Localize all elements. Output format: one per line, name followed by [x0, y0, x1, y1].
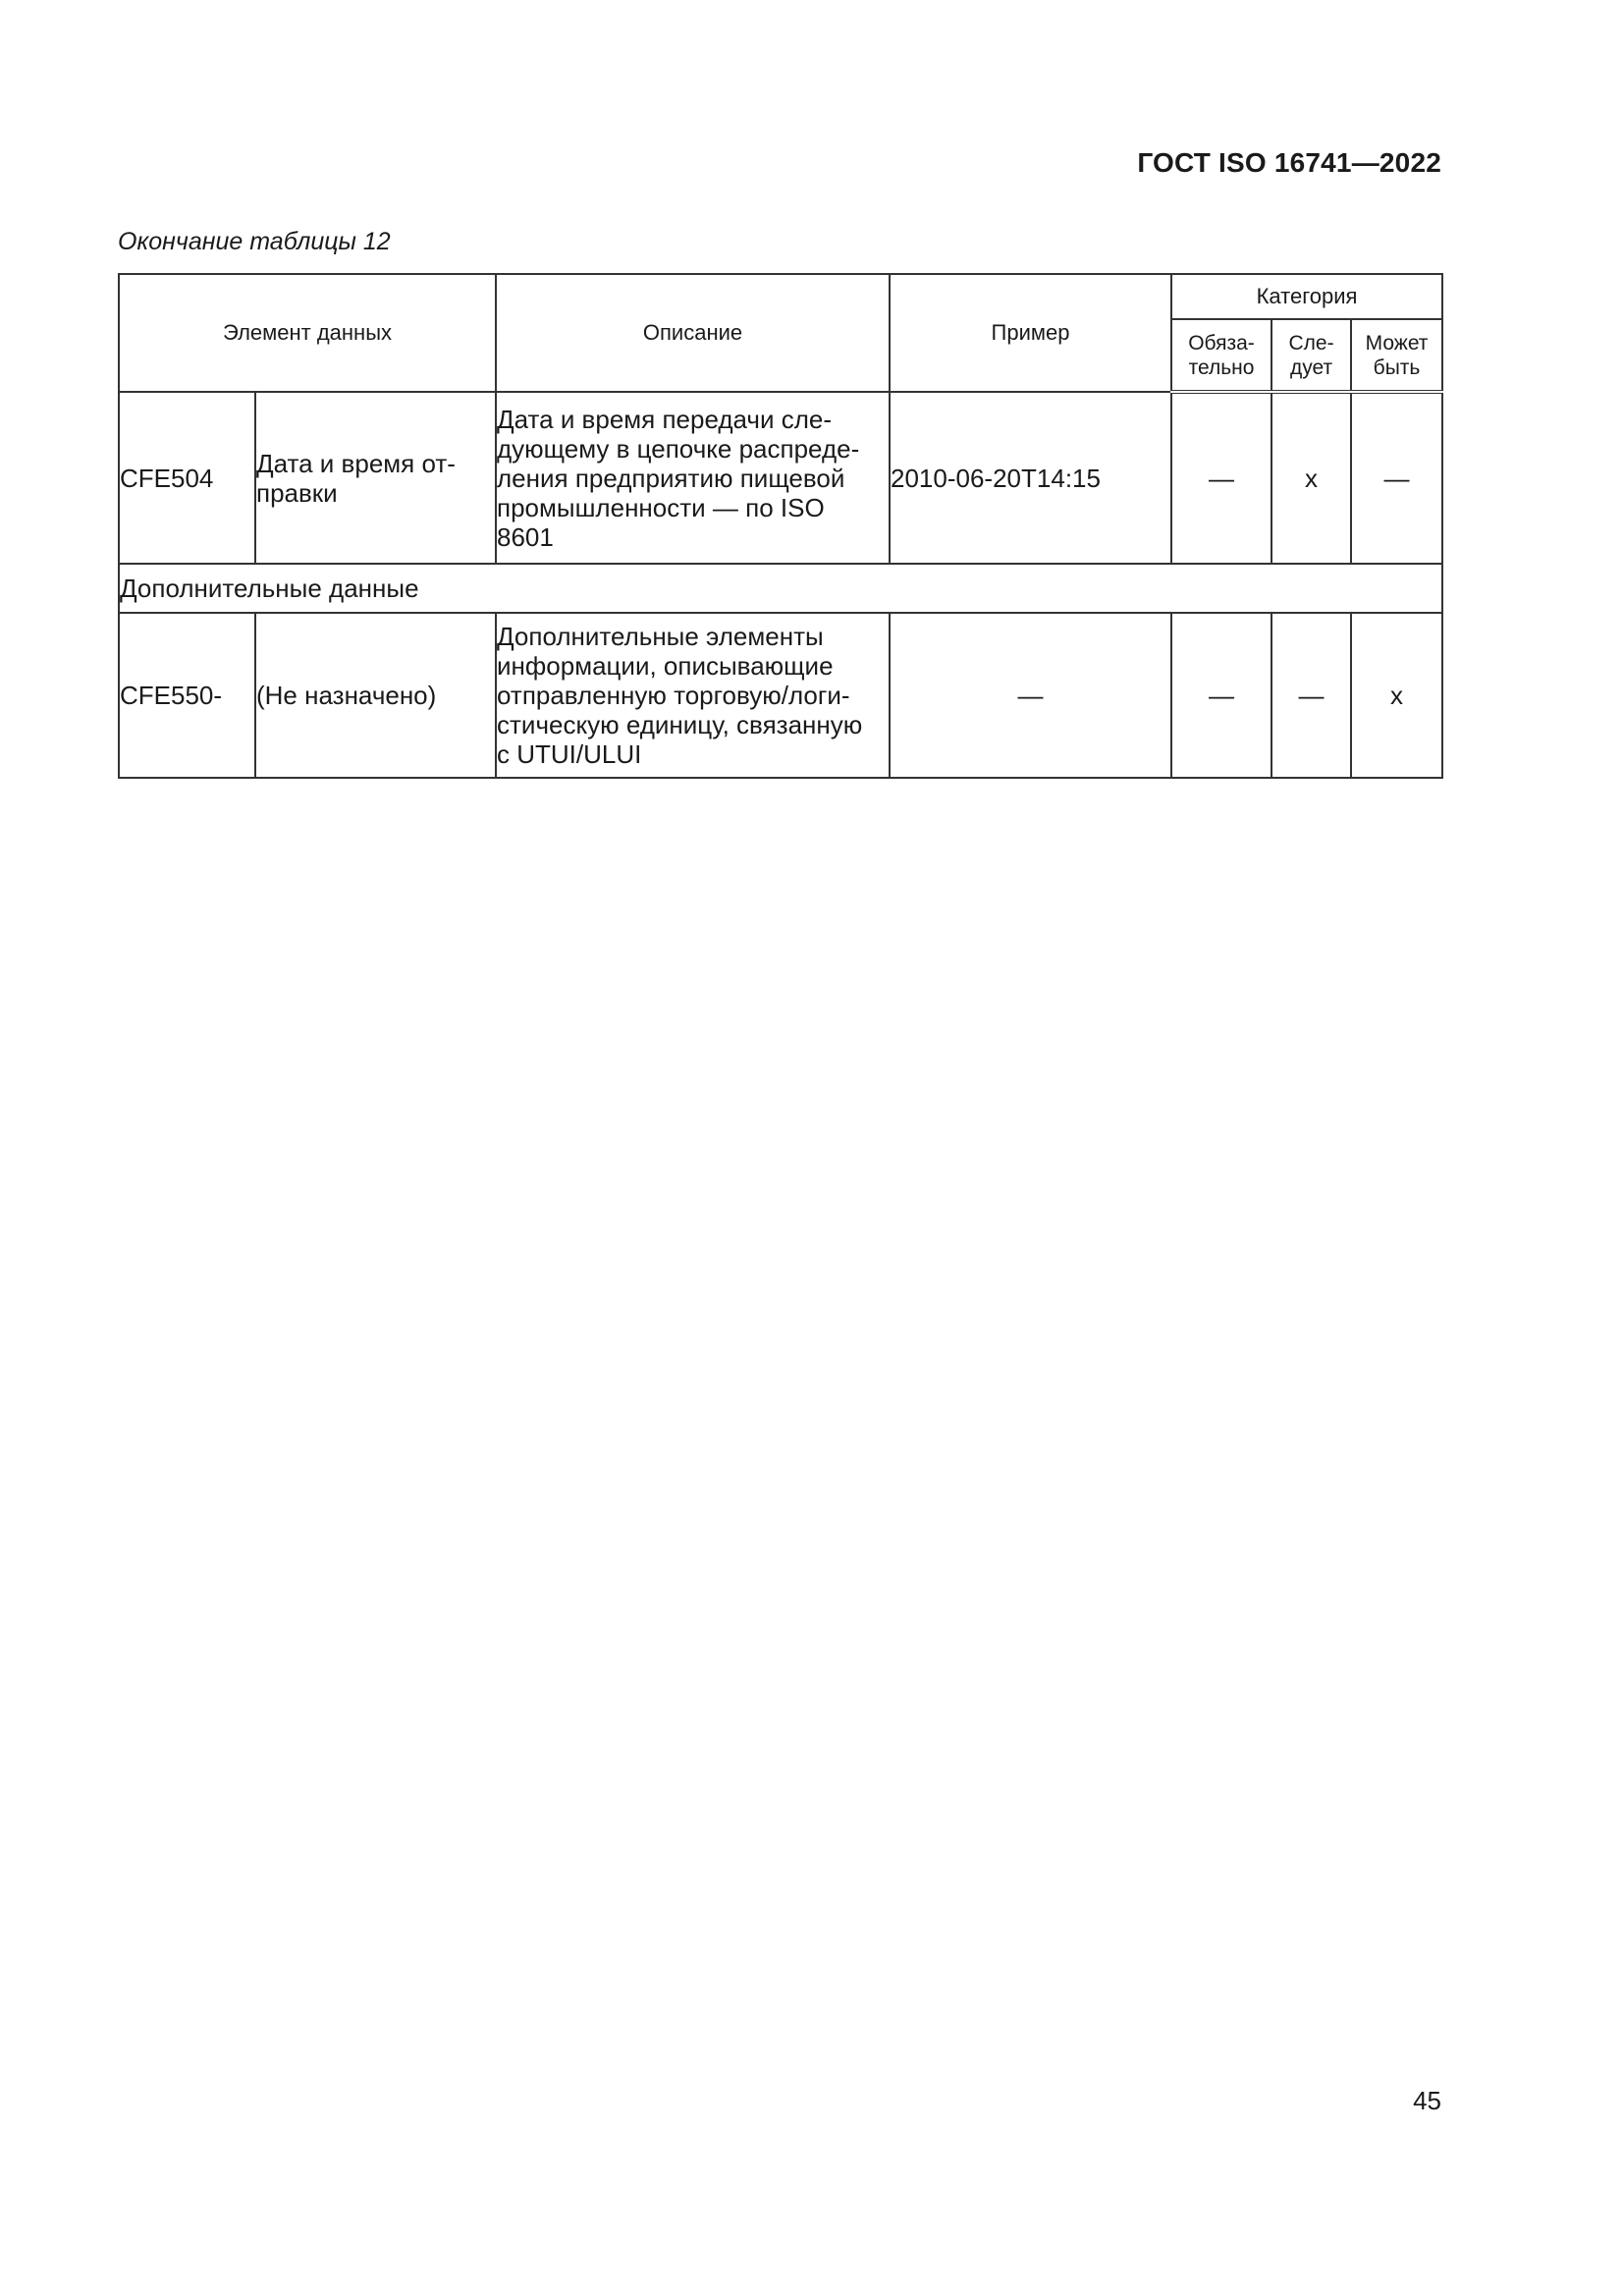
header-example: Пример — [890, 274, 1171, 392]
cell-description: Дополнительные элементы информации, описывающие отправленную торговую/логи- стическую единицу, связанную с UTUI/ULUI — [496, 613, 890, 778]
header-category: Категория — [1171, 274, 1442, 319]
cell-example: — — [890, 613, 1171, 778]
header-mandatory: Обяза- тельно — [1171, 319, 1271, 392]
cell-name: (Не назначено) — [255, 613, 496, 778]
page-number: 45 — [1413, 2086, 1441, 2115]
section-row — [119, 564, 1442, 613]
cell-name: Дата и время от- правки — [255, 392, 496, 564]
header-should: Сле- дует — [1271, 319, 1351, 392]
cell-should: x — [1271, 392, 1351, 564]
cell-code: CFE504 — [119, 392, 255, 564]
cell-mandatory: — — [1171, 613, 1271, 778]
cell-may: x — [1351, 613, 1442, 778]
table-row — [119, 392, 1442, 564]
cell-example: 2010-06-20T14:15 — [890, 392, 1171, 564]
data-table — [118, 273, 1443, 779]
cell-may: — — [1351, 392, 1442, 564]
section-label: Дополнительные данные — [119, 564, 1442, 613]
table-caption: Окончание таблицы 12 — [118, 228, 391, 255]
header-may: Может быть — [1351, 319, 1442, 392]
cell-should: — — [1271, 613, 1351, 778]
header-element: Элемент данных — [119, 274, 496, 392]
document-code: ГОСТ ISO 16741—2022 — [1137, 147, 1441, 178]
cell-code: CFE550- — [119, 613, 255, 778]
table-row — [119, 613, 1442, 778]
header-description: Описание — [496, 274, 890, 392]
cell-mandatory: — — [1171, 392, 1271, 564]
cell-description: Дата и время передачи сле- дующему в цепочке распреде- ления предприятию пищевой промышленности — по ISO 8601 — [496, 392, 890, 564]
